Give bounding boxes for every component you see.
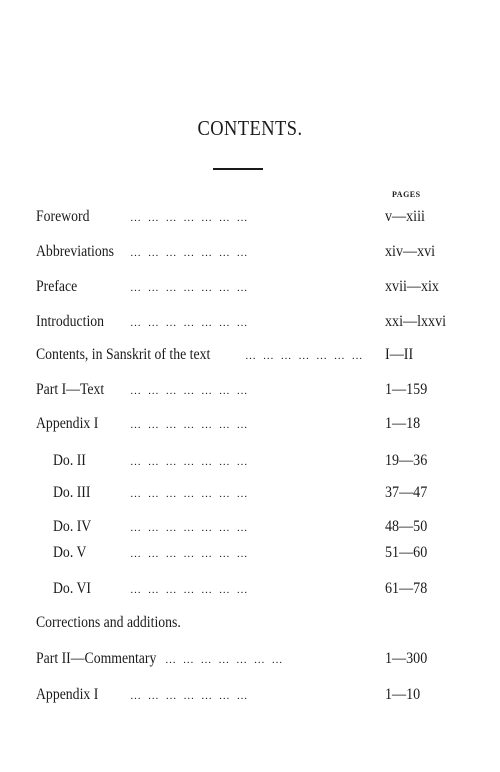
toc-entry-abbreviations [0,243,500,265]
toc-leader: … … … … … … … [130,456,250,468]
toc-leader: … … … … … … … [130,419,250,431]
toc-leader: … … … … … … … [130,212,250,224]
toc-entry-pages: 1—10 [385,686,421,703]
toc-leader: … … … … … … … [165,654,285,666]
toc-entry-appendix-ii [0,452,500,474]
toc-entry-pages: xxi—lxxvi [385,313,447,330]
toc-entry-label: Do. V [53,544,87,561]
toc-entry-foreword [0,208,500,230]
toc-leader: … … … … … … … [130,548,250,560]
toc-entry-label: Part I—Text [36,381,105,398]
toc-entry-commentary-appendix-i [0,686,500,708]
toc-entry-label: Do. III [53,484,91,501]
toc-entry-pages: 48—50 [385,518,428,535]
toc-entry-introduction [0,313,500,335]
toc-entry-label: Do. VI [53,580,91,597]
toc-entry-pages: 61—78 [385,580,428,597]
pages-column-header: PAGES [392,190,421,199]
toc-entry-label: Appendix I [36,686,99,703]
toc-leader: … … … … … … … [245,350,365,362]
page-title: CONTENTS. [197,116,303,140]
toc-entry-pages: xiv—xvi [385,243,436,260]
toc-entry-label: Part II—Commentary [36,650,157,667]
toc-entry-pages: v—xiii [385,208,425,225]
toc-entry-appendix-vi [0,580,500,602]
toc-entry-label: Preface [36,278,78,295]
toc-leader: … … … … … … … [130,522,250,534]
toc-entry-pages: 51—60 [385,544,428,561]
toc-leader: … … … … … … … [130,488,250,500]
toc-leader: … … … … … … … [130,247,250,259]
toc-entry-pages: 19—36 [385,452,428,469]
title-rule [213,168,263,170]
toc-entry-part-ii-commentary [0,650,500,672]
toc-entry-appendix-v [0,544,500,566]
toc-entry-label: Abbreviations [36,243,114,260]
toc-leader: … … … … … … … [130,282,250,294]
toc-entry-pages: 1—300 [385,650,428,667]
toc-entry-label: Introduction [36,313,105,330]
toc-entry-sanskrit-contents [0,346,500,368]
toc-entry-label: Contents, in Sanskrit of the text [36,346,211,363]
toc-entry-appendix-i [0,415,500,437]
toc-entry-part-i-text [0,381,500,403]
toc-entry-pages: 1—159 [385,381,428,398]
toc-entry-label: Do. IV [53,518,92,535]
toc-entry-label: Appendix I [36,415,99,432]
toc-entry-label: Foreword [36,208,90,225]
toc-entry-pages: xvii—xix [385,278,439,295]
toc-leader: … … … … … … … [130,690,250,702]
toc-entry-preface [0,278,500,300]
toc-entry-pages: 1—18 [385,415,421,432]
toc-leader: … … … … … … … [130,584,250,596]
toc-entry-appendix-iv [0,518,500,540]
toc-entry-corrections [0,614,500,636]
toc-entry-label: Do. II [53,452,86,469]
toc-entry-appendix-iii [0,484,500,506]
toc-entry-pages: 37—47 [385,484,428,501]
toc-leader: … … … … … … … [130,385,250,397]
toc-entry-pages: I—II [385,346,414,363]
toc-entry-label: Corrections and additions. [36,614,181,631]
toc-leader: … … … … … … … [130,317,250,329]
